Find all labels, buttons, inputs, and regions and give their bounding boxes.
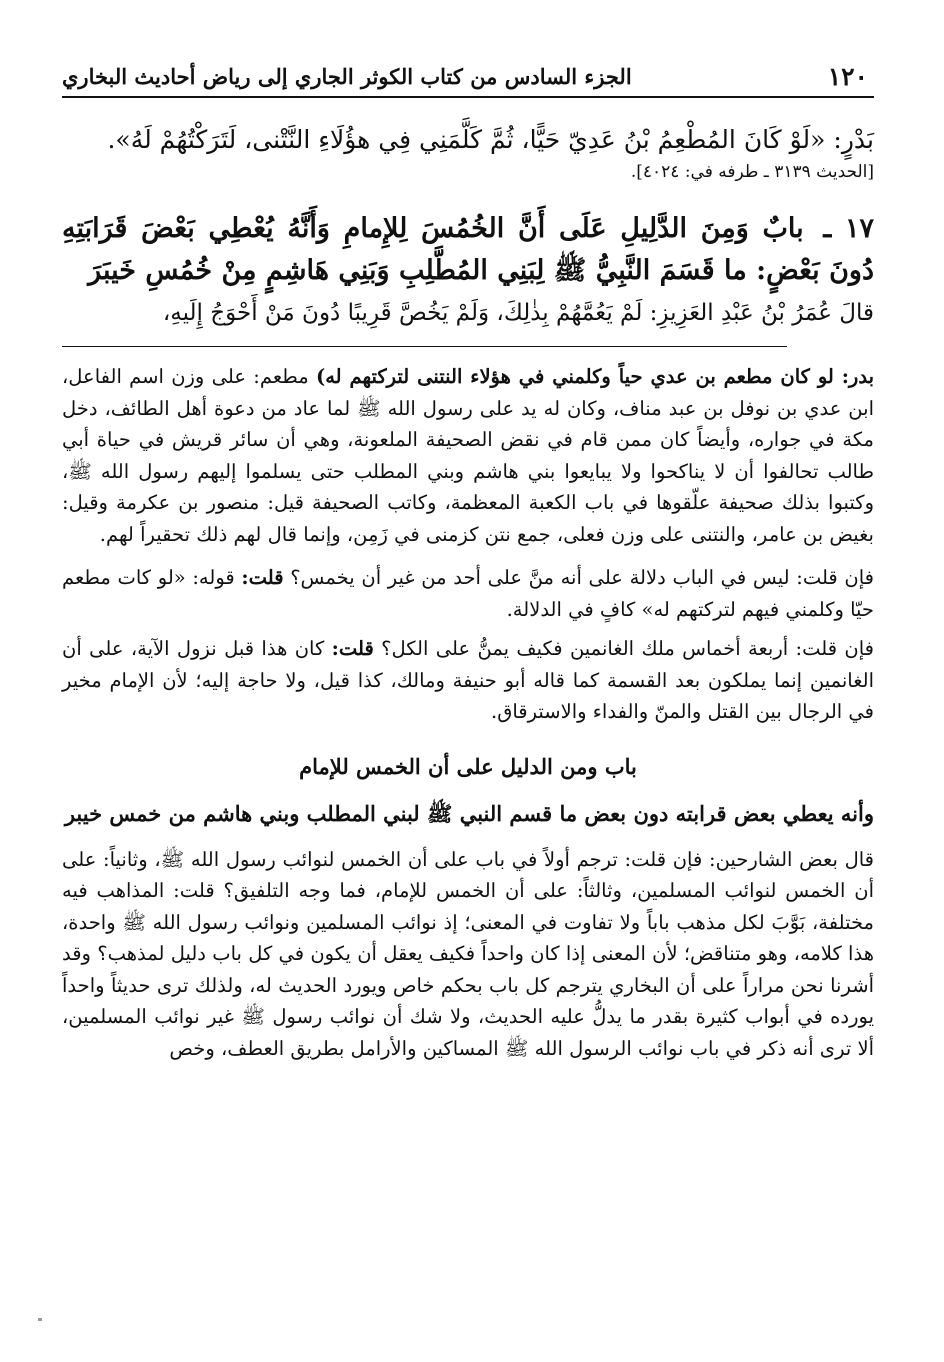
answer-label: قلت: <box>331 637 374 660</box>
book-page <box>62 50 874 1064</box>
hadith-reference: [الحديث ٣١٣٩ ـ طرفه في: ٤٠٢٤]. <box>630 162 874 182</box>
question-text: فإن قلت: أربعة أخماس ملك الغانمين فكيف يمنُّ على الكل؟ <box>381 637 874 660</box>
chapter-number: ١٧ ـ <box>823 213 874 244</box>
text-commentary-separator <box>62 346 787 347</box>
chapter-athar: قالَ عُمَرُ بْنُ عَبْدِ العَزِيزِ: لَمْ يَعُمَّهُمْ بِذٰلِكَ، وَلَمْ يَخُصَّ قَرِيبًا دُونَ مَنْ أَحْوَجُ إِلَيهِ، <box>162 300 874 326</box>
commentary-chapter-subheading: وأنه يعطي بعض قرابته دون بعض ما قسم النبي ﷺ لبني المطلب وبني هاشم من خمس خيبر <box>64 800 874 826</box>
page-number: ١٢٠ <box>827 62 868 91</box>
margin-mark <box>38 1318 42 1321</box>
commentary-lemma: بدر: لو كان مطعم بن عدي حياً وكلمني في هؤلاء النتنى لتركتهم له) <box>316 365 875 388</box>
commentary-chapter-heading: باب ومن الدليل على أن الخمس للإمام <box>299 753 637 779</box>
chapter-heading <box>62 208 874 292</box>
hadith-text: بَدْرٍ: «لَوْ كَانَ المُطْعِمُ بْنُ عَدِيّ حَيًّا، ثُمَّ كَلَّمَنِي فِي هؤُلَاءِ النَّتْنى، لَتَرَكْتُهُمْ لَهُ». <box>107 125 874 154</box>
answer-text: كان هذا قبل نزول الآية، على أن الغانمين إنما يملكون بعد القسمة كما قاله أبو حنيفة ومالك، كذا قيل، ولا حاجة إليه؛ لأن الإمام مخير في الرجال بين القتل والمنّ والفداء والاسترقاق. <box>62 637 874 723</box>
question-text: فإن قلت: ليس في الباب دلالة على أنه منَّ على أحد من غير أن يخمس؟ <box>290 566 874 589</box>
commentary-paragraph-text: قال بعض الشارحين: فإن قلت: ترجم أولاً في باب على أن الخمس لنوائب رسول الله ﷺ، وثانياً: على أن الخمس لنوائب المسلمين، وثالثاً: على أن الخمس للإمام، فما وجه التلفيق؟ قلت: المذاهب فيه مختلفة، بَوَّبَ لكل مذهب باباً ولا تفاوت في المعنى؛ إذ نوائب المسلمين ونوائب رسول الله ﷺ واحدة، هذا كلامه، وهو متناقض؛ لأن المعنى إذا كان واحداً فكيف يعقل أن يكون في كل باب دليل لمذهب؟ وقد أشرنا نحن مراراً على أن البخاري يترجم كل باب بحكم خاص ويورد الحديث له، ولذلك ترى حديثاً واحداً يورده في أبواب كثيرة بقدر ما يدلُّ عليه الحديث، ولا شك أن نوائب رسول ﷺ غير نوائب المسلمين، ألا ترى أنه ذكر في باب نوائب الرسول الله ﷺ المساكين والأرامل بطريق العطف، وخص <box>62 847 874 1060</box>
answer-text: قوله: «لو كات مطعم حيّا وكلمني فيهم لتركتهم له» كافٍ في الدلالة. <box>62 566 874 621</box>
commentary-paragraph <box>62 562 874 625</box>
commentary-paragraph-text: مطعم: على وزن اسم الفاعل، ابن عدي بن نوفل بن عبد مناف، وكان له يد على رسول الله ﷺ لما عاد من دعوة أهل الطائف، دخل مكة في جواره، وأيضاً كان ممن قام في نقض الصحيفة الملعونة، وهي أن سائر قريش في حياة أبي طالب تحالفوا أن لا يناكحوا ولا يبايعوا بني هاشم وبني المطلب حتى يسلموا إليهم رسول الله ﷺ، وكتبوا بذلك صحيفة علّقوها في باب الكعبة المعظمة، وكاتب الصحيفة قيل: منصور بن عكرمة وقيل: بغيض بن عامر، والنتنى على وزن فعلى، جمع نتن كزمنى في زَمِن، وإنما قال لهم ذلك تحقيراً لهم. <box>62 365 874 546</box>
commentary-paragraph <box>62 361 874 550</box>
commentary-paragraph <box>62 844 874 1065</box>
answer-label: قلت: <box>241 566 284 589</box>
page-header <box>62 50 874 98</box>
running-title: الجزء السادس من كتاب الكوثر الجاري إلى رياض أحاديث البخاري <box>62 64 632 89</box>
commentary-paragraph <box>62 633 874 728</box>
chapter-title: بابٌ وَمِنَ الدَّلِيلِ عَلَى أَنَّ الخُمُسَ لِلإِمامِ وَأَنَّهُ يُعْطِي بَعْضَ قَرَابَتِهِ دُونَ بَعْضٍ: ما قَسَمَ النَّبِيُّ ﷺ لِبَنِي المُطَّلِبِ وَبَنِي هَاشِمٍ مِنْ خُمُسِ خَيبَرَ <box>62 213 874 286</box>
commentary <box>62 361 874 1064</box>
